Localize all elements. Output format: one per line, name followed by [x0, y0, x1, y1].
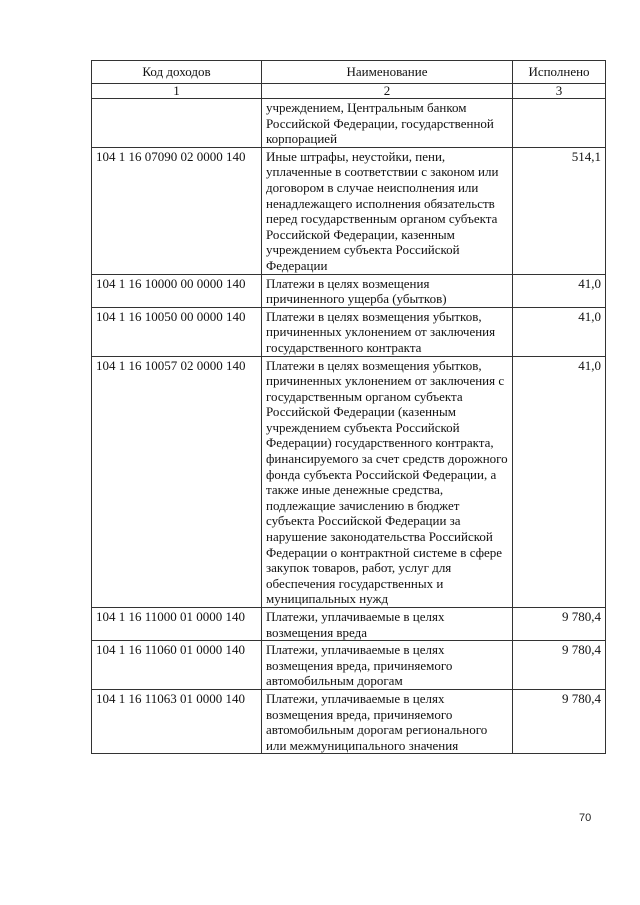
page-number: 70: [579, 812, 592, 824]
row-name: Платежи в целях возмещения причиненного ущерба (убытков): [262, 274, 513, 307]
row-name: Платежи, уплачиваемые в целях возмещения вреда, причиняемого автомобильным дорогам: [262, 641, 513, 690]
row-name: учреждением, Центральным банком Российской Федерации, государственной корпорацией: [262, 99, 513, 148]
row-amount: 41,0: [513, 274, 606, 307]
row-name: Иные штрафы, неустойки, пени, уплаченные в соответствии с законом или договором в случае неисполнения или ненадлежащего исполнения обязательств перед государственным органом субъекта Российской Федерации, казенным учреждением субъекта Российской Федерации: [262, 147, 513, 274]
row-amount: 9 780,4: [513, 641, 606, 690]
table-row: [92, 99, 606, 148]
row-code: 104 1 16 11000 01 0000 140: [92, 608, 262, 641]
header-name: Наименование: [262, 61, 513, 84]
row-amount: [513, 99, 606, 148]
header-code: Код доходов: [92, 61, 262, 84]
header-executed: Исполнено: [513, 61, 606, 84]
table-row: [92, 307, 606, 356]
row-code: 104 1 16 10050 00 0000 140: [92, 307, 262, 356]
row-name: Платежи, уплачиваемые в целях возмещения вреда: [262, 608, 513, 641]
row-amount: 514,1: [513, 147, 606, 274]
row-amount: 9 780,4: [513, 608, 606, 641]
row-name: Платежи, уплачиваемые в целях возмещения вреда, причиняемого автомобильным дорогам регионального или межмуниципального значения: [262, 689, 513, 753]
column-number-3: 3: [513, 84, 606, 99]
header-row: [92, 61, 606, 84]
table-row: [92, 641, 606, 690]
row-amount: 41,0: [513, 356, 606, 608]
table-row: [92, 608, 606, 641]
table-row: [92, 689, 606, 753]
table-row: [92, 274, 606, 307]
row-code: 104 1 16 11060 01 0000 140: [92, 641, 262, 690]
row-name: Платежи в целях возмещения убытков, причиненных уклонением от заключения с государственным органом субъекта Российской Федерации (казенным учреждением субъекта Российской Федерации) государственного контракта, финансируемого за счет средств дорожного фонда субъекта Российской Федерации, а также иные денежные средства, подлежащие зачислению в бюджет субъекта Российской Федерации за нарушение законодательства Российской Федерации о контрактной системе в сфере закупок товаров, работ, услуг для обеспечения государственных и муниципальных нужд: [262, 356, 513, 608]
column-number-row: [92, 84, 606, 99]
row-amount: 9 780,4: [513, 689, 606, 753]
row-code: 104 1 16 10057 02 0000 140: [92, 356, 262, 608]
revenue-table: [91, 60, 606, 754]
row-amount: 41,0: [513, 307, 606, 356]
row-name: Платежи в целях возмещения убытков, причиненных уклонением от заключения государственного контракта: [262, 307, 513, 356]
table-row: [92, 147, 606, 274]
row-code: 104 1 16 10000 00 0000 140: [92, 274, 262, 307]
table-body: [92, 84, 606, 754]
column-number-2: 2: [262, 84, 513, 99]
table-row: [92, 356, 606, 608]
row-code: 104 1 16 07090 02 0000 140: [92, 147, 262, 274]
row-code: [92, 99, 262, 148]
column-number-1: 1: [92, 84, 262, 99]
table-header: [92, 61, 606, 84]
row-code: 104 1 16 11063 01 0000 140: [92, 689, 262, 753]
